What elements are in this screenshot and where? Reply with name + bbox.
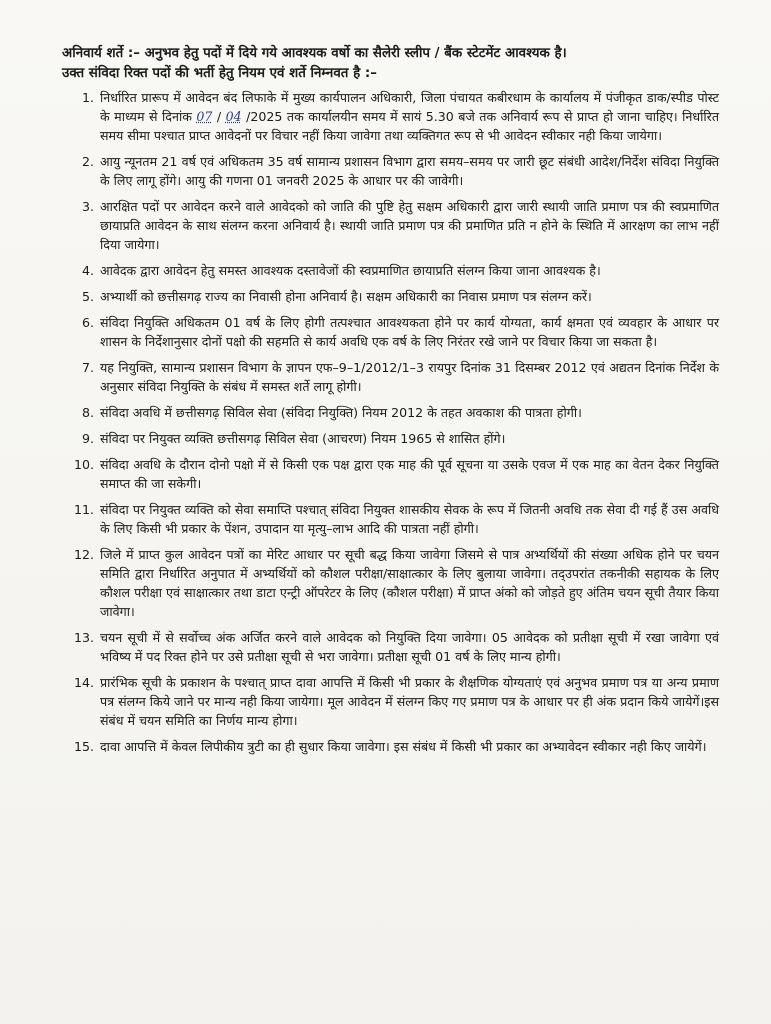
item-text: संविदा पर नियुक्त व्यक्ति को सेवा समाप्ति पश्चात् संविदा नियुक्त शासकीय सेवक के रूप में जितनी अवधि तक सेवा दी गई हैं उस अवधि के लिए किसी भी प्रकार के पेंशन, उपादान या मृत्यु–लाभ आदि की पात्रता नहीं होगी। xyxy=(100,502,719,536)
item-text: जिले में प्राप्त कुल आवेदन पत्रों का मेरिट आधार पर सूची बद्ध किया जावेगा जिसमे से पात्र अभ्यर्थियों की संख्या अधिक होने पर चयन समिति द्वारा निर्धारित अनुपात में अभ्यर्थियों को कौशल परीक्षा/साक्षात्कार के लिए बुलाया जावेगा। तद्उपरांत तकनीकी सहायक के लिए कौशल परीक्षा एवं साक्षात्कार तथा डाटा एन्ट्री ऑपरेटर के लिए (कौशल परीक्षा) में प्राप्त अंको को जोड़ते हुए अंतिम चयन सूची तैयार किया जावेगा। xyxy=(100,547,719,619)
list-item xyxy=(62,313,719,351)
item-text-part: निर्धारित प्रारूप में आवेदन बंद लिफाके में मुख्य कार्यपालन अधिकारी, जिला पंचायत कबीरधाम के कार्यालय में पंजीकृत डाक/स्पीड पोस्ट के माध्यम से दिनांक xyxy=(100,90,719,124)
item-text: दावा आपत्ति में केवल लिपीकीय त्रुटी का ही सुधार किया जावेगा। इस संबंध में किसी भी प्रकार का अभ्यावेदन स्वीकार नही किए जायेगें। xyxy=(100,739,707,754)
handwritten-month: 04 xyxy=(225,109,242,124)
list-item xyxy=(62,455,719,493)
item-number: 7. xyxy=(81,360,94,375)
mandatory-conditions-heading: अनिवार्य शर्ते :– अनुभव हेतु पदों में दिये गये आवश्यक वर्षो का सैलेरी स्लीप / बैंक स्टेटमेंट आवश्यक है। xyxy=(62,46,567,61)
item-text: संविदा अवधि में छत्तीसगढ़ सिविल सेवा (संविदा नियुक्ति) नियम 2012 के तहत अवकाश की पात्रता होगी। xyxy=(100,405,582,420)
list-item xyxy=(62,88,719,145)
item-text: संविदा नियुक्ति अधिकतम 01 वर्ष के लिए होगी तत्पश्चात आवश्यकता होने पर कार्य योग्यता, कार्य क्षमता एवं व्यवहार के आधार पर शासन के निर्देशानुसार दोनों पक्षो की सहमति से कार्य अवधि एक वर्ष के लिए निरंतर रखे जाने पर विचार किया जा सकता है। xyxy=(100,315,719,349)
item-number: 1. xyxy=(81,90,94,105)
list-item xyxy=(62,429,719,448)
list-item xyxy=(62,197,719,254)
list-item xyxy=(62,358,719,396)
item-text: आवेदक द्वारा आवेदन हेतु समस्त आवश्यक दस्तावेजों की स्वप्रमाणित छायाप्रति संलग्न किया जाना आवश्यक है। xyxy=(100,263,601,278)
list-item xyxy=(62,673,719,730)
item-number: 13. xyxy=(73,630,94,645)
handwritten-day: 07 xyxy=(196,109,213,124)
item-number: 10. xyxy=(73,457,94,472)
item-text: यह नियुक्ति, सामान्य प्रशासन विभाग के ज्ञापन एफ–9–1/2012/1–3 रायपुर दिनांक 31 दिसम्बर 2012 एवं अद्यतन दिनांक निर्देश के अनुसार संविदा नियुक्ति के संबंध में समस्त शर्ते लागू होगी। xyxy=(100,360,719,394)
item-number: 5. xyxy=(81,289,94,304)
item-text: आरक्षित पदों पर आवेदन करने वाले आवेदको को जाति की पुष्टि हेतु सक्षम अधिकारी द्वारा जारी स्थायी जाति प्रमाण पत्र की स्वप्रमाणित छायाप्रति आवेदन के साथ संलग्न करना अनिवार्य है। स्थायी जाति प्रमाण पत्र की प्रमाणित प्रति न होने के स्थिति में आरक्षण का लाभ नहीं दिया जायेगा। xyxy=(100,199,719,252)
item-text-part: /2025 तक कार्यालयीन समय में सायं 5.30 बजे तक अनिवार्य रूप से प्राप्त हो जाना चाहिए। निर्धारित समय सीमा पश्चात प्राप्त आवेदनों पर विचार नहीं किया जावेगा तथा व्यक्तिगत रूप से भी आवेदन स्वीकार नही किया जायेगा। xyxy=(100,109,720,143)
list-item xyxy=(62,500,719,538)
item-number: 3. xyxy=(81,199,94,214)
item-text: संविदा अवधि के दौरान दोनो पक्षो में से किसी एक पक्ष द्वारा एक माह की पूर्व सूचना या उसके एवज में एक माह का वेतन देकर नियुक्ति समाप्त की जा सकेगी। xyxy=(100,457,719,491)
item-number: 11. xyxy=(73,502,94,517)
list-item xyxy=(62,152,719,190)
item-number: 14. xyxy=(73,675,94,690)
item-text: संविदा पर नियुक्त व्यक्ति छत्तीसगढ़ सिविल सेवा (आचरण) नियम 1965 से शासित होंगे। xyxy=(100,431,506,446)
list-item xyxy=(62,403,719,422)
item-number: 9. xyxy=(81,431,94,446)
item-number: 12. xyxy=(73,547,94,562)
item-number: 6. xyxy=(81,315,94,330)
item-text: आयु न्यूनतम 21 वर्ष एवं अधिकतम 35 वर्ष सामान्य प्रशासन विभाग द्वारा समय–समय पर जारी छूट संबंधी आदेश/निर्देश संविदा नियुक्ति के लिए लागू होंगे। आयु की गणना 01 जनवरी 2025 के आधार पर की जावेगी। xyxy=(100,154,719,188)
list-item xyxy=(62,287,719,306)
item-text xyxy=(100,88,719,145)
item-number: 2. xyxy=(81,154,94,169)
list-item xyxy=(62,261,719,280)
rules-heading: उक्त संविदा रिक्त पदों की भर्ती हेतु नियम एवं शर्ते निम्नवत है :– xyxy=(62,66,377,81)
item-number: 15. xyxy=(73,739,94,754)
list-item xyxy=(62,737,719,756)
list-item xyxy=(62,628,719,666)
item-number: 4. xyxy=(81,263,94,278)
item-text: चयन सूची में से सर्वोच्च अंक अर्जित करने वाले आवेदक को नियुक्ति दिया जावेगा। 05 आवेदक को प्रतीक्षा सूची में रखा जावेगा एवं भविष्य में पद रिक्त होने पर उसे प्रतीक्षा सूची से भरा जावेगा। प्रतीक्षा सूची 01 वर्ष के लिए मान्य होगी। xyxy=(100,630,719,664)
conditions-list xyxy=(62,88,719,756)
date-separator: / xyxy=(212,109,226,124)
item-text: अभ्यार्थी को छत्तीसगढ़ राज्य का निवासी होना अनिवार्य है। सक्षम अधिकारी का निवास प्रमाण पत्र संलग्न करें। xyxy=(100,289,592,304)
item-text: प्रारंभिक सूची के प्रकाशन के पश्चात् प्राप्त दावा आपत्ति में किसी भी प्रकार के शैक्षणिक योग्यताएं एवं अनुभव प्रमाण पत्र या अन्य प्रमाण पत्र संलग्न किये जाने पर मान्य नही किया जायेगा। मूल आवेदन में संलग्न किए गए प्रमाण पत्र के आधार पर ही अंक प्रदान किये जायेगें।इस संबंध में चयन समिति का निर्णय मान्य होगा। xyxy=(100,675,719,728)
list-item xyxy=(62,545,719,621)
item-number: 8. xyxy=(81,405,94,420)
